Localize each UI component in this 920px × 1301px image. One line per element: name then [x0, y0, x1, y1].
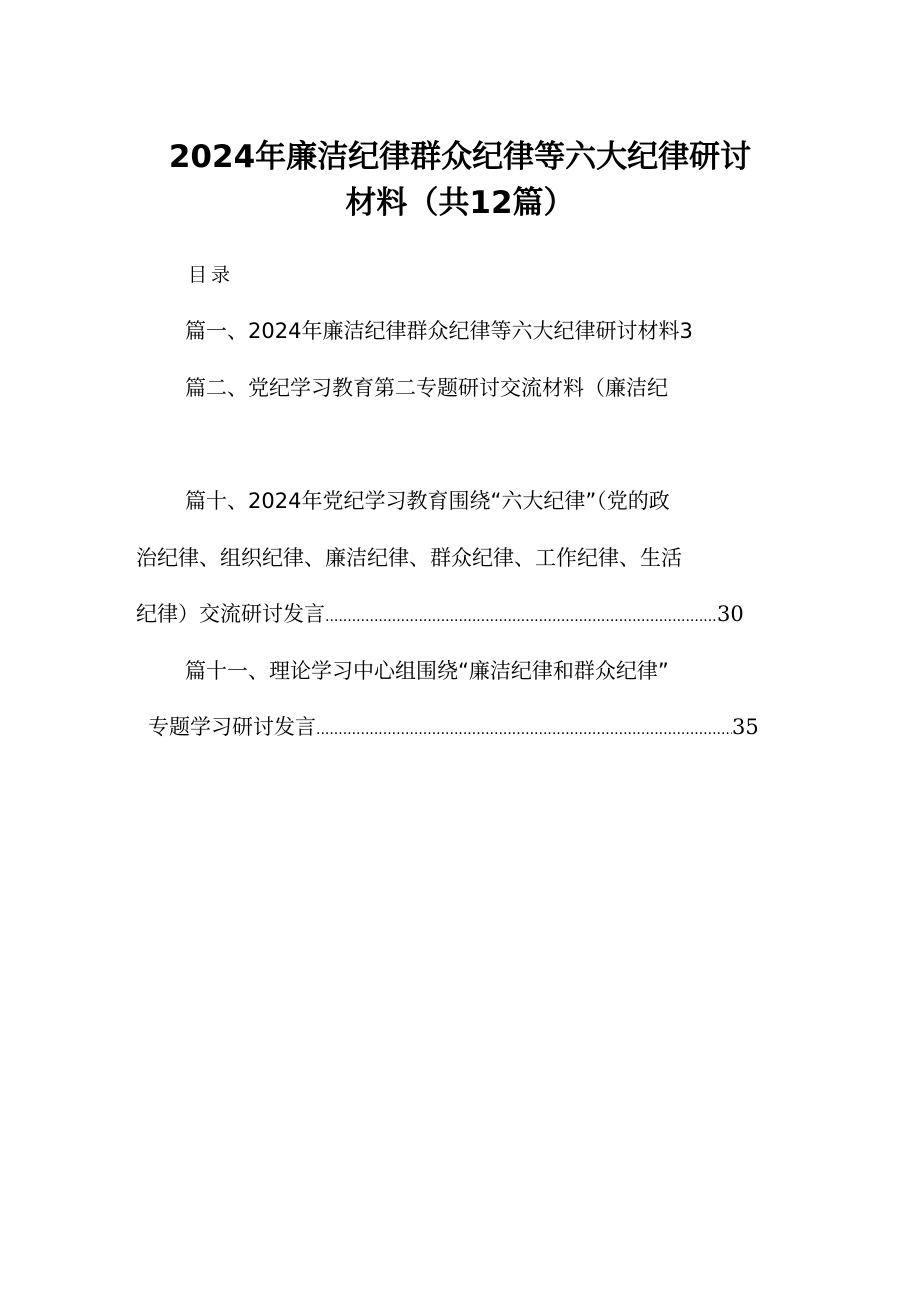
toc-entry-11-line-2[interactable] — [148, 713, 759, 744]
toc-leader-dots — [316, 716, 732, 744]
toc-entry-10-text-2: 治纪律、组织纪律、廉洁纪律、群众纪律、工作纪律、生活 — [136, 546, 682, 570]
toc-entry-10-page: 30 — [717, 602, 744, 626]
toc-entry-11-text-1: 篇十一、理论学习中心组围绕“廉洁纪律和群众纪律” — [185, 659, 669, 683]
toc-entry-10-line-3[interactable] — [136, 600, 744, 631]
toc-entry-1[interactable] — [185, 317, 693, 345]
toc-entry-2[interactable] — [185, 374, 668, 402]
toc-heading: 目录 — [188, 264, 235, 286]
toc-leader-dots — [325, 603, 717, 631]
toc-entry-10-line-1[interactable] — [185, 487, 670, 515]
toc-entry-11-page: 35 — [732, 715, 759, 739]
toc-entry-1-text: 篇一、2024年廉洁纪律群众纪律等六大纪律研讨材料3 — [185, 319, 693, 343]
toc-entry-10-text-1: 篇十、2024年党纪学习教育围绕“六大纪律”（党的政 — [185, 489, 670, 513]
toc-entry-2-text: 篇二、党纪学习教育第二专题研讨交流材料（廉洁纪 — [185, 376, 668, 400]
toc-entry-10-text-3: 纪律）交流研讨发言 — [136, 602, 325, 626]
document-title-line-2: 材料（共12篇） — [345, 185, 575, 221]
toc-entry-11-line-1[interactable] — [185, 657, 669, 685]
toc-entry-10-line-2[interactable] — [136, 544, 682, 572]
toc-entry-11-text-2: 专题学习研讨发言 — [148, 715, 316, 739]
document-title-line-1: 2024年廉洁纪律群众纪律等六大纪律研讨 — [168, 139, 752, 175]
